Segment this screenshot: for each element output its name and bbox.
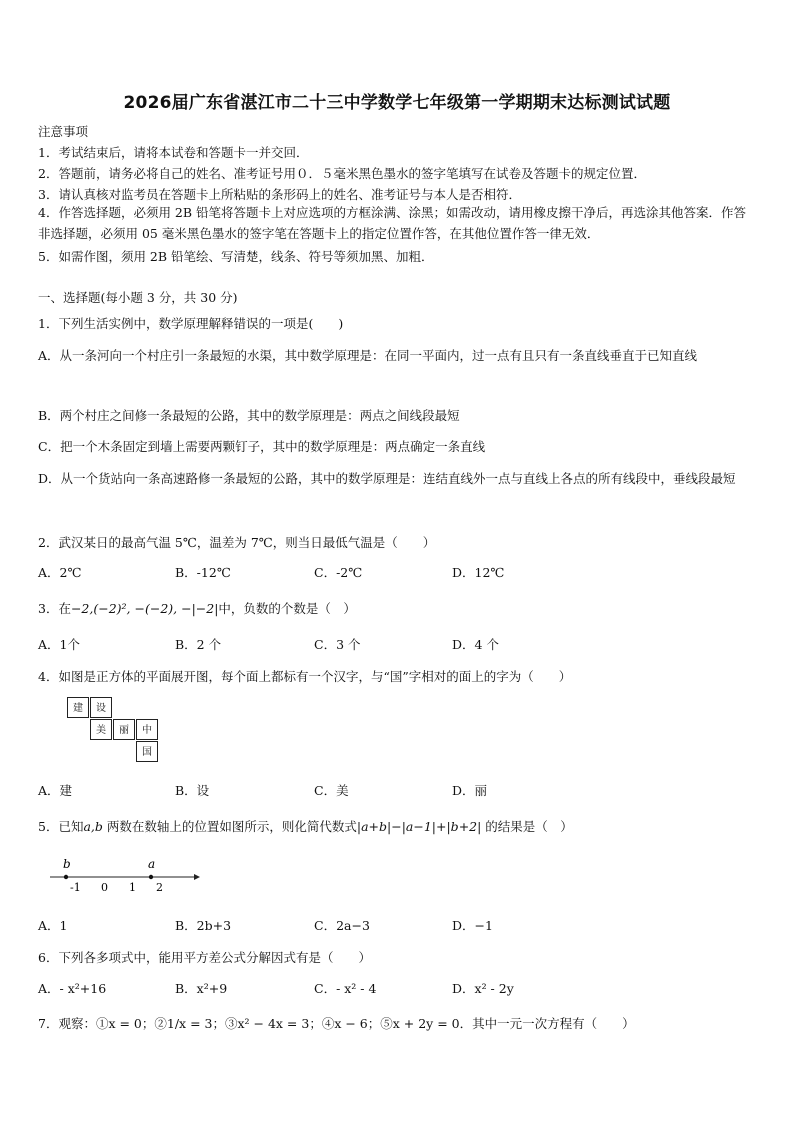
notice-heading: 注意事项: [38, 124, 89, 139]
notice-item: 2．答题前，请务必将自己的姓名、准考证号用０．５毫米黑色墨水的签字笔填写在试卷及答题卡的规定位置．: [38, 166, 646, 181]
stem-suffix: 中，负数的个数是（ ）: [218, 601, 356, 616]
tick-label: 1: [129, 881, 136, 894]
choice-c: C．- x² - 4: [314, 981, 377, 996]
section-heading: 一、选择题(每小题 3 分，共 30 分): [38, 290, 238, 305]
tick-label: -1: [70, 881, 81, 894]
question-stem: 4．如图是正方体的平面展开图，每个面上都标有一个汉字，与“国”字相对的面上的字为（ ）: [38, 669, 572, 684]
net-face: 国: [136, 741, 158, 762]
point-a-label: a: [148, 857, 156, 871]
question-stem: 6．下列各多项式中，能用平方差公式分解因式有是（ ）: [38, 950, 371, 965]
question-stem: 2．武汉某日的最高气温 5℃，温差为 7℃，则当日最低气温是（ ）: [38, 535, 436, 550]
notice-item: 4．作答选择题，必须用 2B 铅笔将答题卡上对应选项的方框涂满、涂黑；如需改动，请用橡皮擦干净后，再选涂其他答案．作答非选择题，必须用 05 毫米黑色墨水的签字笔在答题卡上的指定位置作答，在其他位置作答一律无效．: [38, 205, 747, 241]
notice-item: 1．考试结束后，请将本试卷和答题卡一并交回．: [38, 145, 309, 160]
question-stem: 7．观察：①x = 0；②1/x = 3；③x² − 4x = 3；④x − 6；⑤x + 2y = 0．其中一元一次方程有（ ）: [38, 1016, 635, 1031]
stem-prefix: 5．已知: [38, 819, 84, 834]
choice-c: C．2a−3: [314, 918, 370, 933]
choice-a: A．从一条河向一个村庄引一条最短的水渠，其中数学原理是：在同一平面内，过一点有且只有一条直线垂直于已知直线: [38, 348, 698, 363]
net-face: 丽: [113, 719, 135, 740]
choice-a: A．1: [38, 918, 68, 933]
choice-a: A．1个: [38, 637, 80, 652]
net-face: 建: [67, 697, 89, 718]
choice-b: B．-12℃: [175, 565, 231, 580]
tick-label: 2: [156, 881, 163, 894]
choice-a: A．建: [38, 783, 73, 798]
choice-d: D．从一个货站向一条高速路修一条最短的公路，其中的数学原理是：连结直线外一点与直线上各点的所有线段中，垂线段最短: [38, 471, 736, 486]
notice-item: 3．请认真核对监考员在答题卡上所粘贴的条形码上的姓名、准考证号与本人是否相符．: [38, 187, 521, 202]
choice-c: C．3 个: [314, 637, 361, 652]
math-expression: |a+b|−|a−1|+|b+2|: [356, 819, 482, 834]
point-a: [149, 875, 153, 879]
stem-mid: 两数在数轴上的位置如图所示，则化简代数式: [102, 819, 357, 834]
choice-c: C．美: [314, 783, 349, 798]
point-b: [64, 875, 68, 879]
notice-item: 5．如需作图，须用 2B 铅笔绘、写清楚，线条、符号等须加黑、加粗．: [38, 249, 434, 264]
math-expression: −2,(−2)², −(−2), −|−2|: [70, 601, 219, 616]
choice-d: D．x² - 2y: [452, 981, 514, 996]
choice-b: B．设: [175, 783, 210, 798]
question-stem: [38, 817, 573, 835]
stem-prefix: 3．在: [38, 601, 71, 616]
choice-b: B．x²+9: [175, 981, 228, 996]
choice-a: A．2℃: [38, 565, 82, 580]
net-face: 设: [90, 697, 112, 718]
point-b-label: b: [63, 857, 71, 871]
page-title: 2026届广东省湛江市二十三中学数学七年级第一学期期末达标测试试题: [123, 93, 671, 113]
choice-a: A．- x²+16: [38, 981, 107, 996]
choice-b: B．2 个: [175, 637, 222, 652]
stem-suffix: 的结果是（ ）: [481, 819, 573, 834]
choice-b: B．2b+3: [175, 918, 232, 933]
choice-d: D．丽: [452, 783, 488, 798]
question-stem: 1．下列生活实例中，数学原理解释错误的一项是( ): [38, 316, 344, 331]
choice-c: C．把一个木条固定到墙上需要两颗钉子，其中的数学原理是：两点确定一条直线: [38, 439, 486, 454]
choice-b: B．两个村庄之间修一条最短的公路，其中的数学原理是：两点之间线段最短: [38, 408, 460, 423]
net-face: 美: [90, 719, 112, 740]
question-stem: [38, 599, 356, 617]
choice-d: D．12℃: [452, 565, 505, 580]
math-vars: a,b: [83, 819, 103, 834]
arrow-icon: [194, 874, 200, 880]
choice-d: D．4 个: [452, 637, 499, 652]
net-face: 中: [136, 719, 158, 740]
choice-c: C．-2℃: [314, 565, 363, 580]
tick-label: 0: [101, 881, 108, 894]
number-line-figure: [48, 856, 208, 896]
choice-d: D．−1: [452, 918, 493, 933]
